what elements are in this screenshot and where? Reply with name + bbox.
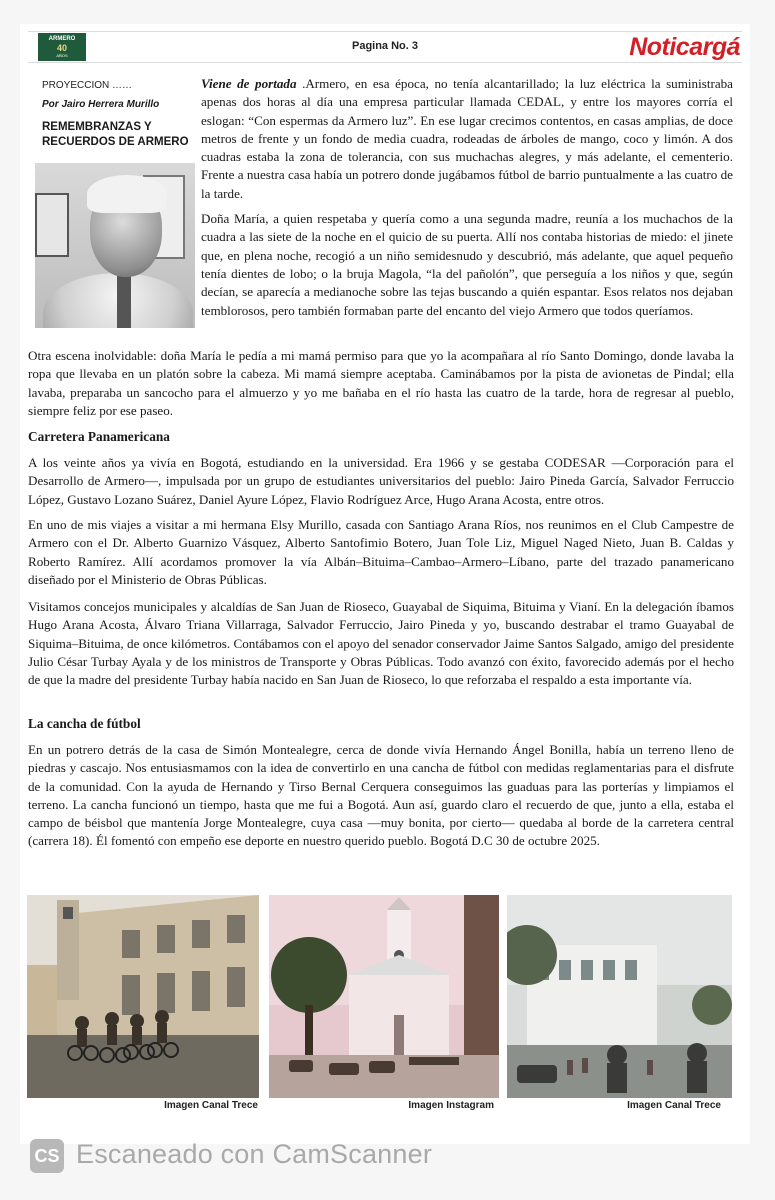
photo-caption-1: Imagen Canal Trece [164,1100,258,1111]
page-header [28,31,742,63]
paragraph-6: Visitamos concejos municipales y alcaldías de San Juan de Rioseco, Guayabal de Siquima, Bituima y Vianí. En la delegación íbamos Hugo Arana Acosta, Álvaro Triana Villarraga, Salvador Ferruccio, Jairo Pineda y yo, buscando destrabar el tramo Guayabal de Siquima–Bituima, de once kilómetros. Contábamos con el apoyo del senador conservador Jaime Santos Salgado, amigo del presidente Julio César Turbay Ayala y de los ministros de Transporte y Obras Públicas. Todo avanzó con éxito, favorecido además por el hecho de que la madre del presidente Turbay había nacido en San Juan de Rioseco, lo que reforzaba el respaldo a esta importante vía. [28,599,734,688]
camscanner-icon: CS [30,1139,64,1173]
article-sidebar [42,80,197,150]
continued-from-cover: Viene de portada [201,76,297,91]
armero-40-logo: ARMERO 40 AÑOS [38,33,86,61]
paragraph-2: Doña María, a quien respetaba y quería como a una segunda madre, reunía a los muchachos de la cuadra a las siete de la noche en el quicio de su puerta. Allí nos contaba historias de miedo: el jinete que, en plena noche, recogió a un niño semidesnudo y descubrió, más adelante, que aquel pequeño tenía dientes de lobo; o la bruja Magola, “la del pañolón”, que perseguía a los niños y que, según decían, se aparecía a medianoche sobre las tejas buscando a quién espantar. Esos relatos nos dejaban temblorosos, pero también formaban parte del encanto del viejo Armero que todos queríamos. [201,211,733,318]
article-top-column [201,75,733,320]
paragraph-7: En un potrero detrás de la casa de Simón Montealegre, cerca de donde vivía Hernando Ángel Bonilla, había un terreno lleno de piedras y cascajo. Nos entusiasmamos con la idea de convertirlo en una cancha de fútbol con medidas reglamentarias para el disfrute de la comunidad. Con la ayuda de Hernando y Tirso Bernal Cerquera conseguimos las guaduas para las porterías y limpiamos el terreno. La cancha funcionó un tiempo, hasta que me fui a Bogotá. Aun así, guardo claro el recuerdo de que, junto a ella, estaba el campo de béisbol que mantenía Jorge Montealegre, cuya casa —muy bonita, por cierto— quedaba al borde de la carretera central (carrera 18). Él fomentó con empeño ese deporte en nuestro querido pueblo. Bogotá D.C 30 de octubre 2025. [28,742,734,849]
page-number: Pagina No. 3 [351,40,419,52]
paragraph-3: Otra escena inolvidable: doña María le pedía a mi mamá permiso para que yo la acompañara al río Santo Domingo, donde lavaba la ropa que llevaba en un platón sobre la cabeza. Mi mamá siempre aceptaba. Caminábamos por la pista de avionetas de Pindal; ella lavaba, preparaba un sancocho para el almuerzo y yo me bañaba en el río hasta las cuatro de la tarde, hora de regresar al pueblo, siempre feliz por ese paseo. [28,348,734,418]
camscanner-text: Escaneado con CamScanner [76,1139,433,1169]
street-cyclists-photo [27,895,259,1098]
noticarga-logo: Noticargá [629,33,740,61]
author-byline: Por Jairo Herrera Murillo [42,99,160,110]
section-label: PROYECCION …… [42,80,133,91]
paragraph-1: Viene de portada .Armero, en esa época, no tenía alcantarillado; la luz eléctrica la suministraba apenas dos horas al día una empresa particular llamada CEDAL, y entre los mayores corría el eslogan: “Con espermas da Armero luz”. En ese lugar crecimos contentos, en casas amplias, de doce metros de frente y un fondo de media cuadra, rodeadas de árboles de mango, coco y limón. A dos cuadras estaba la zona de tolerancia, con sus muchachas alegres, y más adelante, el cementerio. Frente a nuestra casa había un potrero donde jugábamos fútbol de barrio puntualmente a las cuatro de la tarde. [201,76,733,201]
town-street-photo [507,895,732,1098]
photo-caption-2: Imagen Instagram [408,1100,494,1111]
heading-carretera: Carretera Panamericana [28,429,170,444]
heading-cancha: La cancha de fútbol [28,716,141,731]
photo-caption-3: Imagen Canal Trece [627,1100,721,1111]
article-title: REMEMBRANZAS Y RECUERDOS DE ARMERO [42,121,189,148]
paragraph-5: En uno de mis viajes a visitar a mi hermana Elsy Murillo, casada con Santiago Arana Ríos, nos reunimos en el Club Campestre de Armero con el Dr. Alberto Guarnizo Vásquez, Alberto Santofimio Botero, Juan Tole Liz, Miguel Naged Nieto, Juan B. Caldas y Roberto Ramírez. Allí acordamos promover la vía Albán–Bituima–Cambao–Armero–Líbano, parte del trazado panamericano diseñado por el Ministerio de Obras Públicas. [28,517,734,587]
author-portrait-photo [35,163,195,328]
paragraph-4: A los veinte años ya vivía en Bogotá, estudiando en la universidad. Era 1966 y se gestaba CODESAR —Corporación para el Desarrollo de Armero—, impulsada por un grupo de estudiantes universitarios del pueblo: Jairo Pineda García, Salvador Ferruccio López, Gustavo Lozano Suárez, Daniel Ayure López, Flavio Rodríguez Arce, Hugo Arana Acosta, entre otros. [28,455,734,507]
church-plaza-photo [269,895,499,1098]
